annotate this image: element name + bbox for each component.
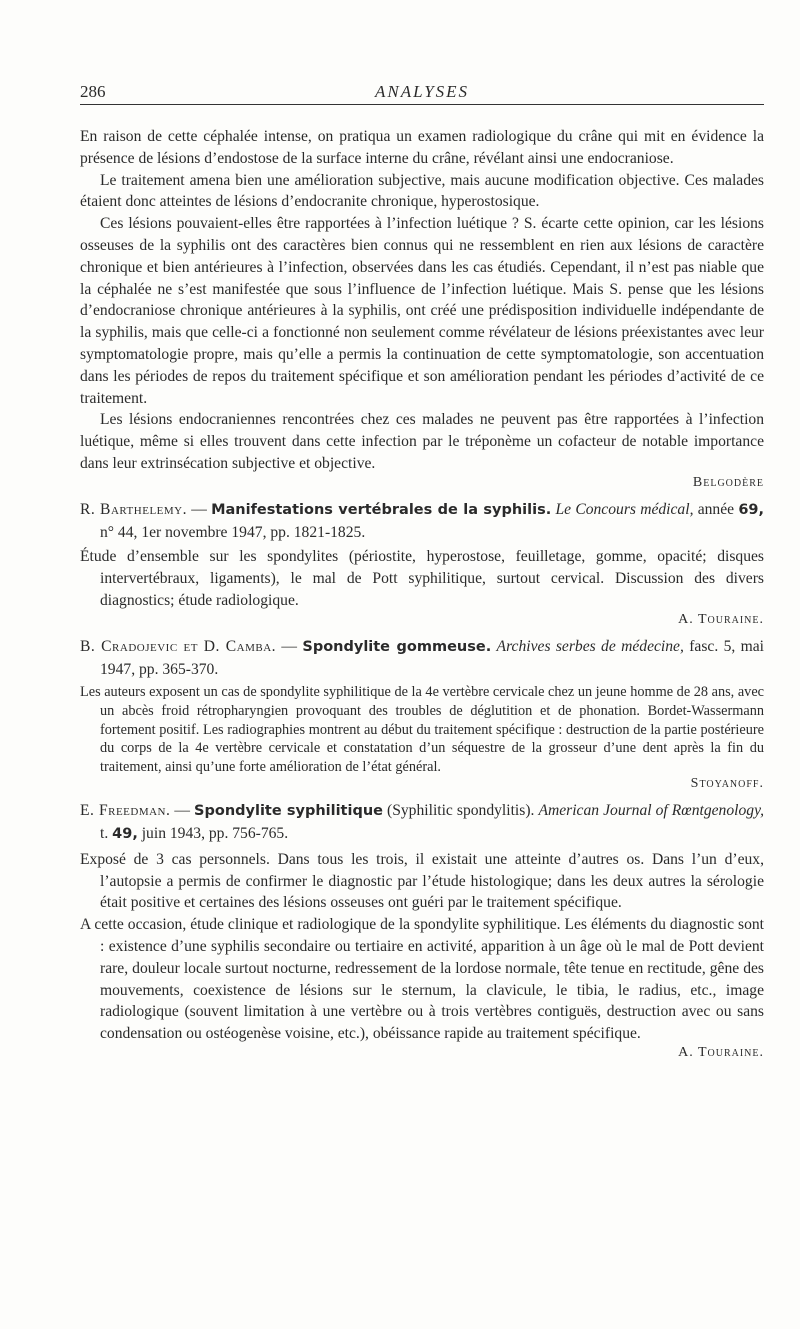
entry-author: R. Barthelemy. xyxy=(80,500,188,518)
entry-citation xyxy=(80,636,764,681)
entry-title: Spondylite syphilitique xyxy=(194,803,383,820)
page-body xyxy=(80,126,764,1065)
entry-citation-pre: t. xyxy=(100,825,113,843)
paragraph: Le traitement amena bien une amélioration subjective, mais aucune modification objective. Ces malades étaient donc atteintes de lésions d’endocranite chronique, hyperostosique. xyxy=(80,171,764,211)
review-entry-barthelemy xyxy=(80,499,764,628)
review-entry-freedman xyxy=(80,800,764,1061)
entry-subtitle: (Syphilitic spondylitis). xyxy=(383,802,539,820)
entry-citation-post: juin 1943, pp. 756-765. xyxy=(137,825,289,843)
paragraph: En raison de cette céphalée intense, on pratiqua un examen radiologique du crâne qui mit en évidence la présence de lésions d’endostose de la surface interne du crâne, révélant ainsi une endocraniose. xyxy=(80,128,764,167)
reviewer-signature: Stoyanoff. xyxy=(690,776,764,792)
entry-citation-post: n° 44, 1er novembre 1947, pp. 1821-1825. xyxy=(100,523,366,541)
entry-citation-text: fasc. 5, mai 1947, pp. 365-370. xyxy=(100,637,764,678)
entry-journal: Archives serbes de médecine, xyxy=(496,637,684,655)
reviewer-signature: A. Touraine. xyxy=(678,1045,764,1061)
paragraph: Ces lésions pouvaient-elles être rapportées à l’infection luétique ? S. écarte cette opinion, car les lésions osseuses de la syphilis ont des caractères bien connus qui ne ressemblent en rien aux lésions de caractère chronique et bien antérieures à l’infection, observées dans les cas étudiés. Cependant, il n’est pas niable que la céphalée ne s’est manifestée que sous l’influence de l’infection luétique. Mais S. pense que les lésions d’endocraniose chronique antérieures à la syphilis, ont créé une prédisposition individuelle indépendante de la syphilis, mais que celle-ci a fonctionné non seulement comme révélateur de lésions préexistantes avec leur symptomatologie propre, mais qu’elle a permis la continuation de cette symptomatologie, son accentuation dans les périodes de repos du traitement spécifique et son amélioration pendant les périodes d’activité de ce traitement. xyxy=(80,215,764,407)
paragraph: Étude d’ensemble sur les spondylites (périostite, hyperostose, feuilletage, gomme, opacité; disques intervertébraux, ligaments), le mal de Pott syphilitique, surtout cervical. Discussion des divers diagnostics; étude radiologique. xyxy=(80,548,764,609)
entry-citation-pre: année xyxy=(697,500,739,518)
section-continued-review xyxy=(80,126,764,491)
reviewer-signature: A. Touraine. xyxy=(678,611,764,627)
paragraph: A cette occasion, étude clinique et radiologique de la spondylite syphilitique. Les éléments du diagnostic sont : existence d’une syphilis secondaire ou tertiaire en activité, apparition à un âge où le mal de Pott devient rare, douleur locale surtout nocturne, redressement de la lordose normale, tête tenue en rectitude, gêne des mouvements, coexistence de lésions sur le sternum, la clavicule, le tibia, le radius, etc., image radiologique (souvent limitation à une vertèbre ou à trois vertèbres contiguës, destruction avec ou sans condensation ou ostéogenèse voisine, etc.), obéissance rapide au traitement spécifique. xyxy=(80,916,764,1043)
reviewer-signature: Belgodère xyxy=(692,474,764,490)
entry-citation xyxy=(80,499,764,544)
entry-dash: — xyxy=(170,802,195,820)
entry-title: Manifestations vertébrales de la syphilis. xyxy=(211,501,552,518)
running-head: ANALYSES xyxy=(374,82,470,101)
entry-citation xyxy=(80,800,764,846)
paragraph: Exposé de 3 cas personnels. Dans tous les trois, il existait une atteinte d’autres os. Dans l’un d’eux, l’autopsie a permis de confirmer le diagnostic par l’étude histologique; dans les deux autres la sérologie était positive et certaines des lésions osseuses ont guéri par le traitement spécifique. xyxy=(80,850,764,912)
page-header xyxy=(80,82,764,105)
entry-journal: Le Concours médical, xyxy=(555,500,694,518)
entry-dash: — xyxy=(276,637,303,655)
review-entry-cradojevic xyxy=(80,636,764,793)
entry-volume: 69, xyxy=(738,501,765,518)
paragraph: Les lésions endocraniennes rencontrées chez ces malades ne peuvent pas être rapportées à l’infection luétique, même si elles trouvent dans cette infection par le tréponème un cofacteur de notable importance dans leur extrinsécation subjective et objective. xyxy=(80,411,764,472)
entry-dash: — xyxy=(187,500,212,518)
page-number: 286 xyxy=(80,82,106,101)
entry-title: Spondylite gommeuse. xyxy=(302,638,492,655)
entry-volume: 49, xyxy=(112,826,138,843)
entry-journal: American Journal of Rœntgenology, xyxy=(538,802,765,820)
entry-author: B. Cradojevic et D. Camba. xyxy=(80,637,277,655)
paragraph: Les auteurs exposent un cas de spondylite syphilitique de la 4e vertèbre cervicale chez un jeune homme de 28 ans, avec un abcès froid rétropharyngien provoquant des troubles de déglutition et de phonation. Bordet-Wassermann fortement positif. Les radiographies montrent au début du traitement spécifique : destruction de la partie postérieure du corps de la 4e vertèbre cervicale et constatation d’un séquestre de la grosseur d’une dent après la fin du traitement, ainsi qu’une forte amélioration de l’état général. xyxy=(80,684,765,775)
entry-author: E. Freedman. xyxy=(80,802,171,820)
